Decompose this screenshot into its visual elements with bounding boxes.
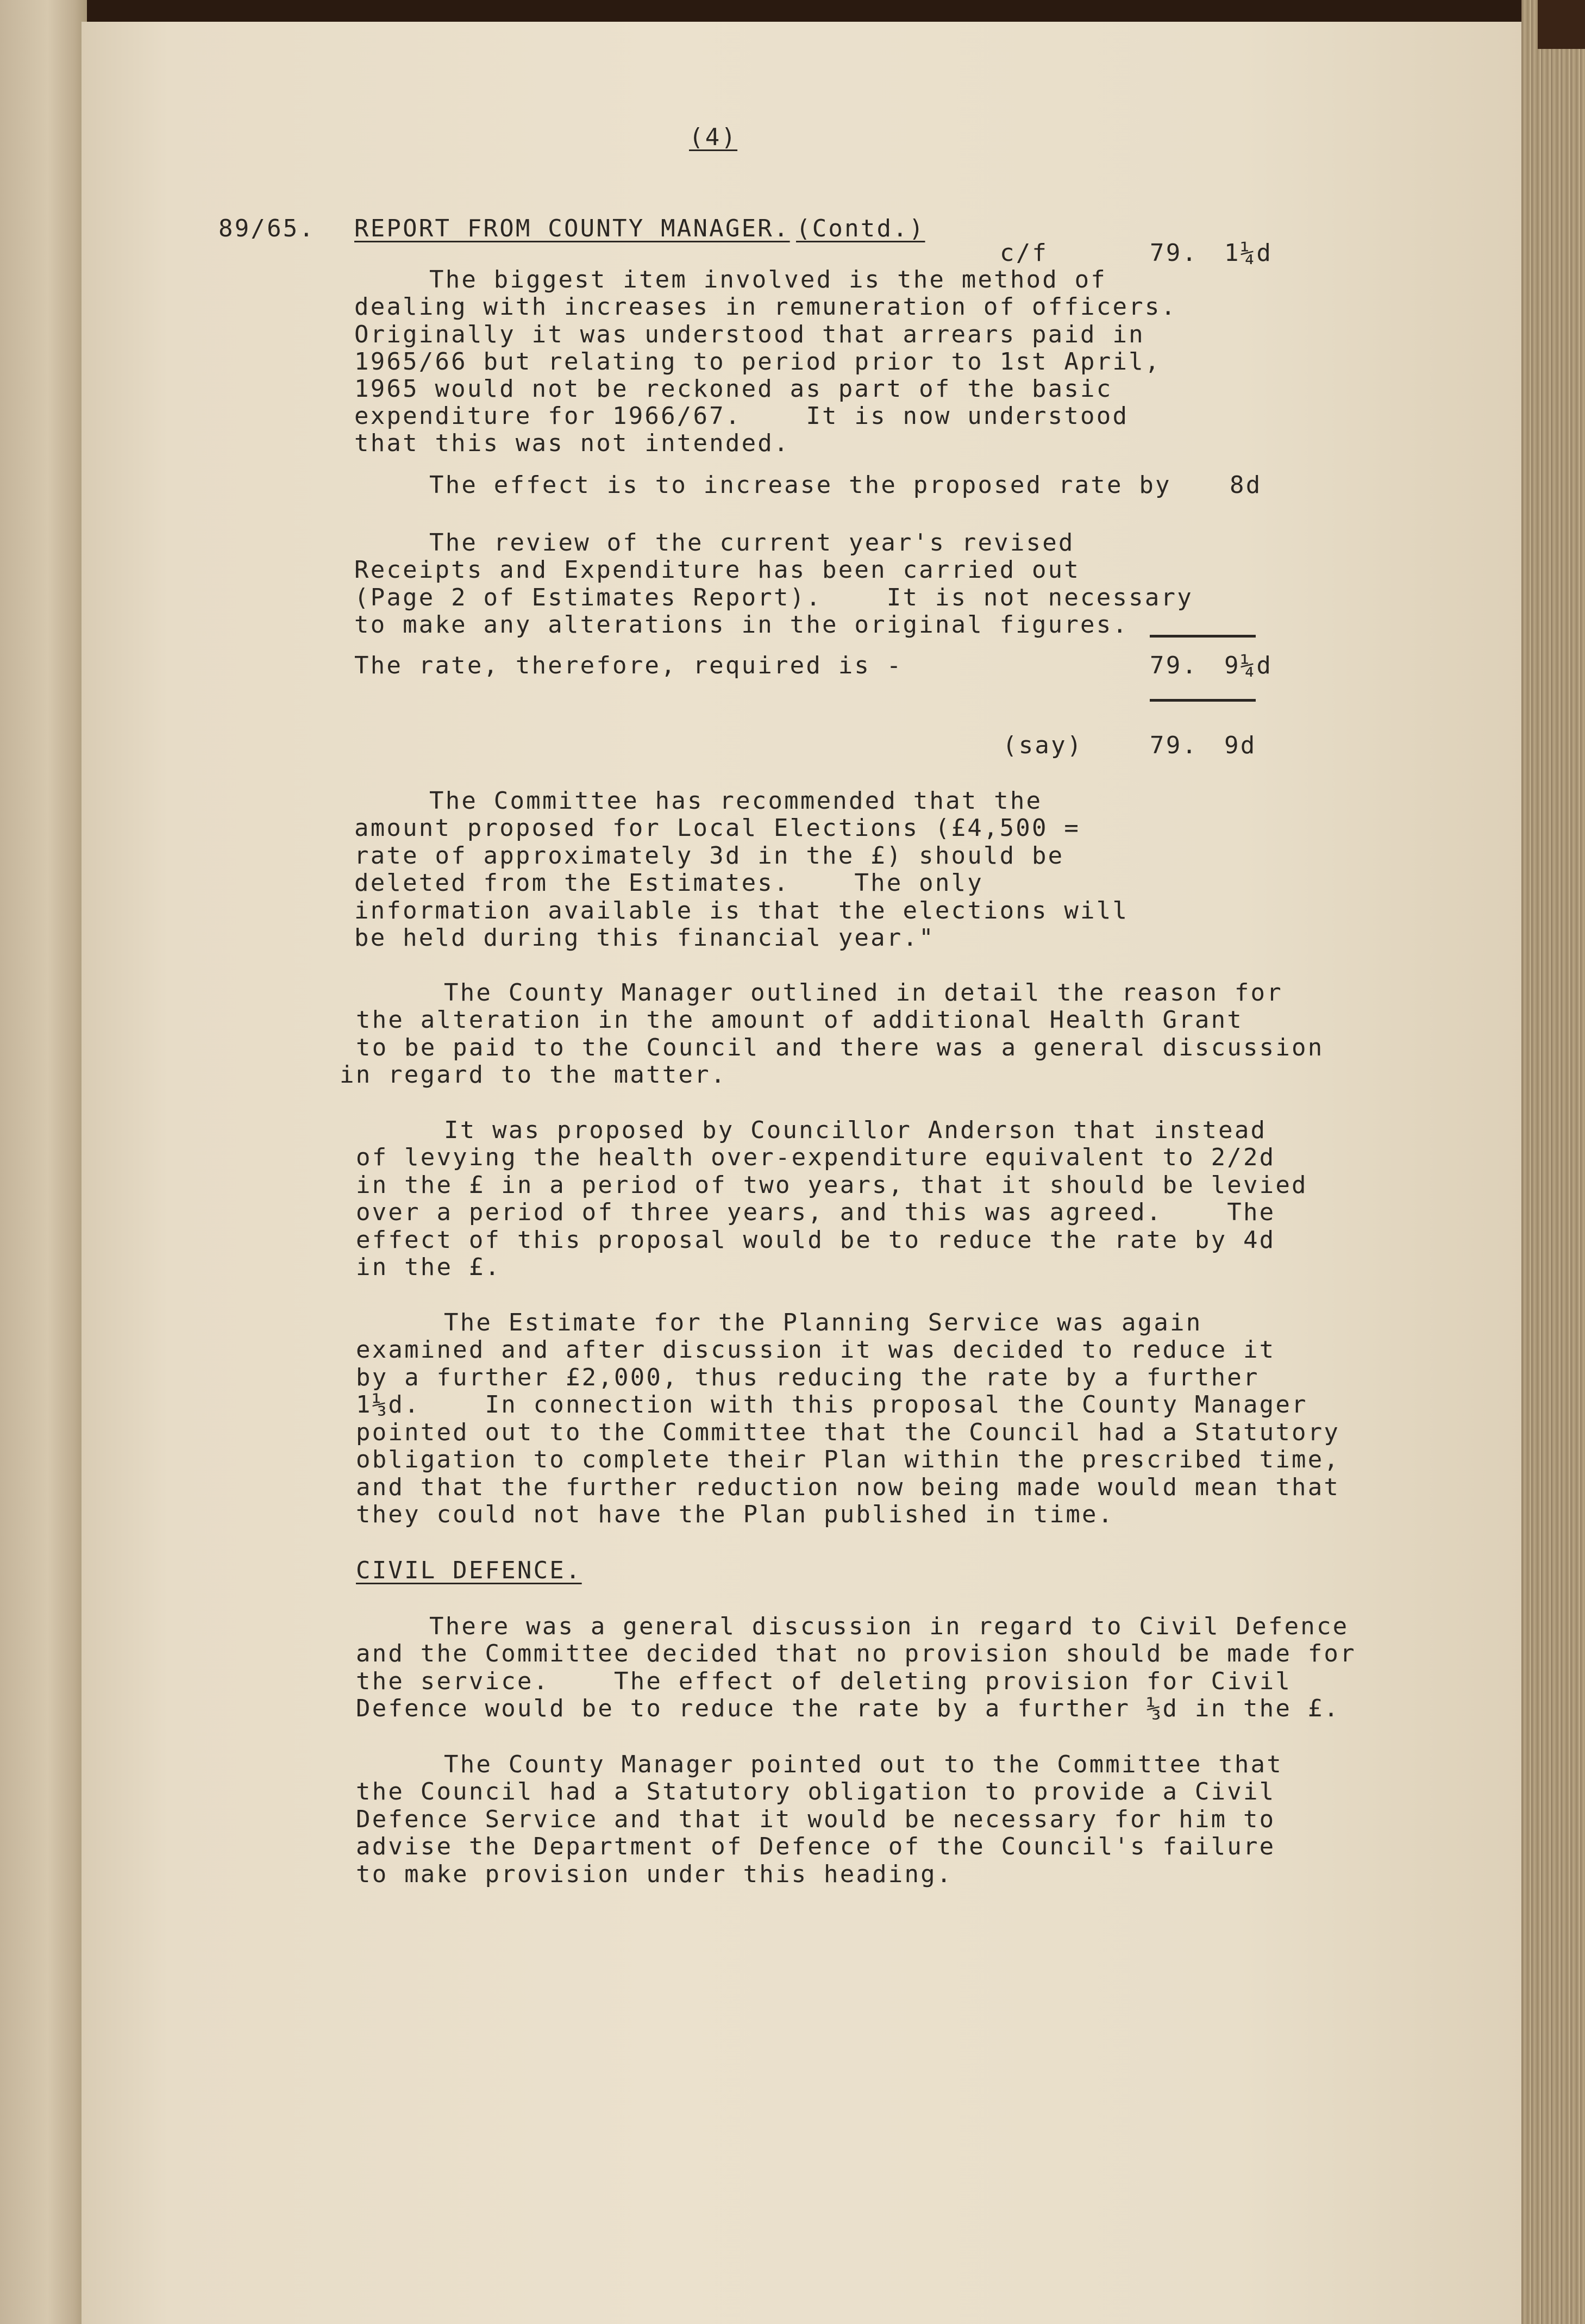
paragraph-line: to make any alterations in the original figures. (354, 611, 1129, 639)
paragraph-line: be held during this financial year." (354, 924, 935, 952)
paragraph-line: 1965 would not be reckoned as part of the basic (354, 375, 1113, 403)
paragraph-line: in the £. (356, 1253, 502, 1281)
paragraph-line: expenditure for 1966/67. It is now understood (354, 402, 1129, 430)
paragraph-line: It was proposed by Councillor Anderson that instead (444, 1116, 1267, 1144)
paragraph-line: over a period of three years, and this was agreed. The (356, 1198, 1276, 1226)
paragraph-line: to be paid to the Council and there was a general discussion (356, 1034, 1324, 1061)
paragraph-line: the alteration in the amount of additional Health Grant (356, 1006, 1243, 1034)
paragraph-line: of levying the health over-expenditure equivalent to 2/2d (356, 1144, 1276, 1171)
paragraph-line: to make provision under this heading. (356, 1860, 953, 1888)
say-label: (say) (1003, 732, 1083, 759)
paragraph-line: (Page 2 of Estimates Report). It is not necessary (354, 584, 1193, 611)
paragraph-line: Defence would be to reduce the rate by a further ⅓d in the £. (356, 1695, 1340, 1722)
civil-defence-heading: CIVIL DEFENCE. (356, 1557, 582, 1584)
paragraph-line: and the Committee decided that no provision should be made for (356, 1640, 1356, 1667)
book-binding-left (0, 0, 87, 2324)
section-heading: REPORT FROM COUNTY MANAGER. (354, 215, 790, 242)
book-page-edges-right (1521, 0, 1585, 2324)
paragraph-line: 1⅓d. In connection with this proposal the County Manager (356, 1391, 1308, 1419)
paragraph-line: obligation to complete their Plan within the prescribed time, (356, 1446, 1340, 1473)
effect-line-amount: 8d (1230, 471, 1262, 499)
paragraph-line: by a further £2,000, thus reducing the rate by a further (356, 1364, 1260, 1391)
paragraph-line: they could not have the Plan published in time. (356, 1501, 1114, 1528)
paragraph-line: rate of approximately 3d in the £) should be (354, 842, 1064, 870)
paragraph-line: in regard to the matter. (340, 1061, 727, 1089)
carried-forward-pence: 1¼d (1224, 239, 1273, 267)
paragraph-line: The biggest item involved is the method of (429, 266, 1107, 293)
paragraph-line: amount proposed for Local Elections (£4,500 = (354, 814, 1081, 842)
rate-required-text: The rate, therefore, required is - (354, 652, 903, 679)
paragraph-line: 1965/66 but relating to period prior to 1st April, (354, 348, 1161, 376)
paragraph-line: in the £ in a period of two years, that it should be levied (356, 1171, 1308, 1199)
paragraph-line: pointed out to the Committee that the Council had a Statutory (356, 1419, 1340, 1446)
total-rule-bottom (1150, 699, 1256, 702)
paragraph-line: the Council had a Statutory obligation to provide a Civil (356, 1778, 1276, 1806)
paragraph-line: The County Manager pointed out to the Committee that (444, 1751, 1283, 1778)
book-cover-corner (1538, 0, 1585, 49)
paragraph-line: and that the further reduction now being made would mean that (356, 1473, 1340, 1501)
paragraph-line: that this was not intended. (354, 429, 790, 457)
page-number: (4) (689, 123, 738, 151)
say-pounds: 79. (1150, 732, 1199, 759)
paragraph-line: The Estimate for the Planning Service was again (444, 1309, 1202, 1336)
rate-required-pounds: 79. (1150, 652, 1199, 679)
rate-required-pence: 9¼d (1224, 652, 1273, 679)
effect-line-text: The effect is to increase the proposed rate by (429, 471, 1171, 499)
paragraph-line: dealing with increases in remuneration of officers. (354, 293, 1177, 321)
paragraph-line: Receipts and Expenditure has been carried out (354, 556, 1081, 584)
carried-forward-pounds: 79. (1150, 239, 1199, 267)
paragraph-line: There was a general discussion in regard to Civil Defence (429, 1613, 1349, 1640)
paragraph-line: The County Manager outlined in detail the reason for (444, 979, 1283, 1007)
paragraph-line: the service. The effect of deleting provision for Civil (356, 1667, 1292, 1695)
paragraph-line: The review of the current year's revised (429, 529, 1075, 557)
paragraph-line: deleted from the Estimates. The only (354, 869, 983, 897)
say-pence: 9d (1224, 732, 1257, 759)
carried-forward-label: c/f (1000, 239, 1049, 267)
paragraph-line: The Committee has recommended that the (429, 787, 1043, 815)
paragraph-line: effect of this proposal would be to reduce the rate by 4d (356, 1226, 1276, 1254)
paragraph-line: Defence Service and that it would be necessary for him to (356, 1806, 1276, 1833)
minute-reference: 89/65. (218, 215, 316, 242)
paragraph-line: advise the Department of Defence of the Council's failure (356, 1833, 1276, 1860)
paragraph-line: examined and after discussion it was decided to reduce it (356, 1336, 1276, 1364)
section-heading-contd: (Contd.) (796, 215, 925, 242)
total-rule-top (1150, 635, 1256, 638)
paragraph-line: information available is that the elections will (354, 897, 1129, 924)
paragraph-line: Originally it was understood that arrears paid in (354, 321, 1145, 348)
